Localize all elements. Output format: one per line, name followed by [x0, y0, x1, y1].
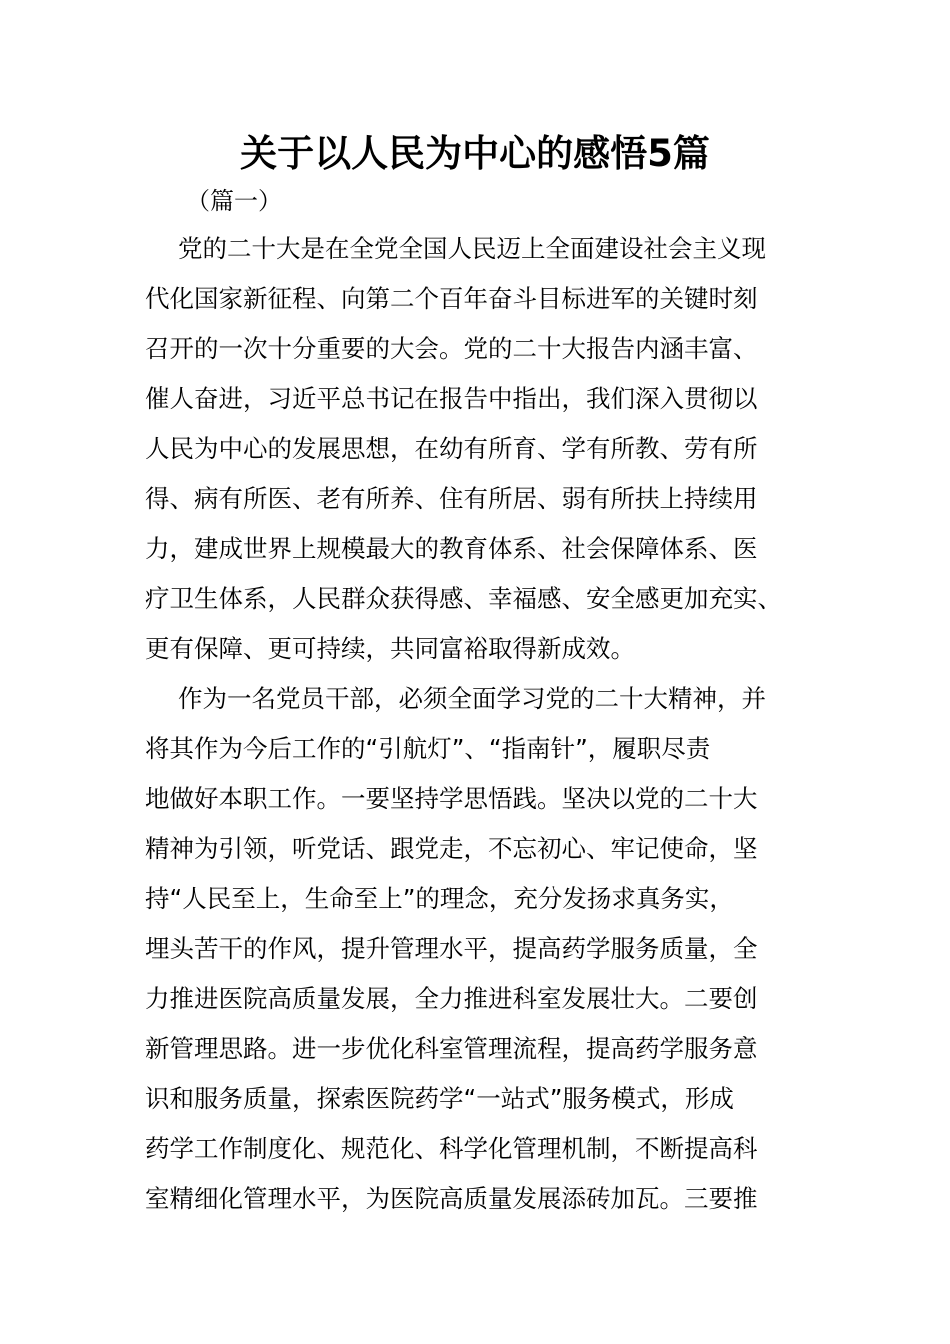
body-line: 持“人民至上，生命至上”的理念，充分发扬求真务实， [145, 884, 734, 913]
body-line: 精神为引领，听党话、跟党走，不忘初心、牢记使命，坚 [145, 834, 758, 863]
document-title: 关于以人民为中心的感悟5篇 [240, 132, 710, 175]
section-label: （篇一） [186, 187, 282, 215]
body-line: 药学工作制度化、规范化、科学化管理机制，不断提高科 [145, 1134, 758, 1163]
body-line: 得、病有所医、老有所养、住有所居、弱有所扶上持续用 [145, 484, 758, 513]
body-line: 代化国家新征程、向第二个百年奋斗目标进军的关键时刻 [145, 284, 758, 313]
body-line: 新管理思路。进一步优化科室管理流程，提高药学服务意 [145, 1034, 758, 1063]
body-line: 更有保障、更可持续，共同富裕取得新成效。 [145, 634, 635, 663]
body-line: 识和服务质量，探索医院药学“一站式”服务模式，形成 [145, 1084, 734, 1113]
body-line: 力推进医院高质量发展，全力推进科室发展壮大。二要创 [145, 984, 758, 1013]
body-line: 召开的一次十分重要的大会。党的二十大报告内涵丰富、 [145, 334, 758, 363]
body-line: 室精细化管理水平，为医院高质量发展添砖加瓦。三要推 [145, 1184, 758, 1213]
body-line: 疗卫生体系，人民群众获得感、幸福感、安全感更加充实、 [145, 584, 782, 613]
body-line: 作为一名党员干部，必须全面学习党的二十大精神，并 [178, 684, 766, 713]
body-line: 党的二十大是在全党全国人民迈上全面建设社会主义现 [178, 234, 766, 263]
body-line: 力，建成世界上规模最大的教育体系、社会保障体系、医 [145, 534, 758, 563]
body-line: 埋头苦干的作风，提升管理水平，提高药学服务质量，全 [145, 934, 758, 963]
body-line: 催人奋进，习近平总书记在报告中指出，我们深入贯彻以 [145, 384, 758, 413]
body-line: 地做好本职工作。一要坚持学思悟践。坚决以党的二十大 [145, 784, 758, 813]
body-line: 人民为中心的发展思想，在幼有所育、学有所教、劳有所 [145, 434, 758, 463]
body-line: 将其作为今后工作的“引航灯”、“指南针”，履职尽责 [145, 734, 711, 763]
